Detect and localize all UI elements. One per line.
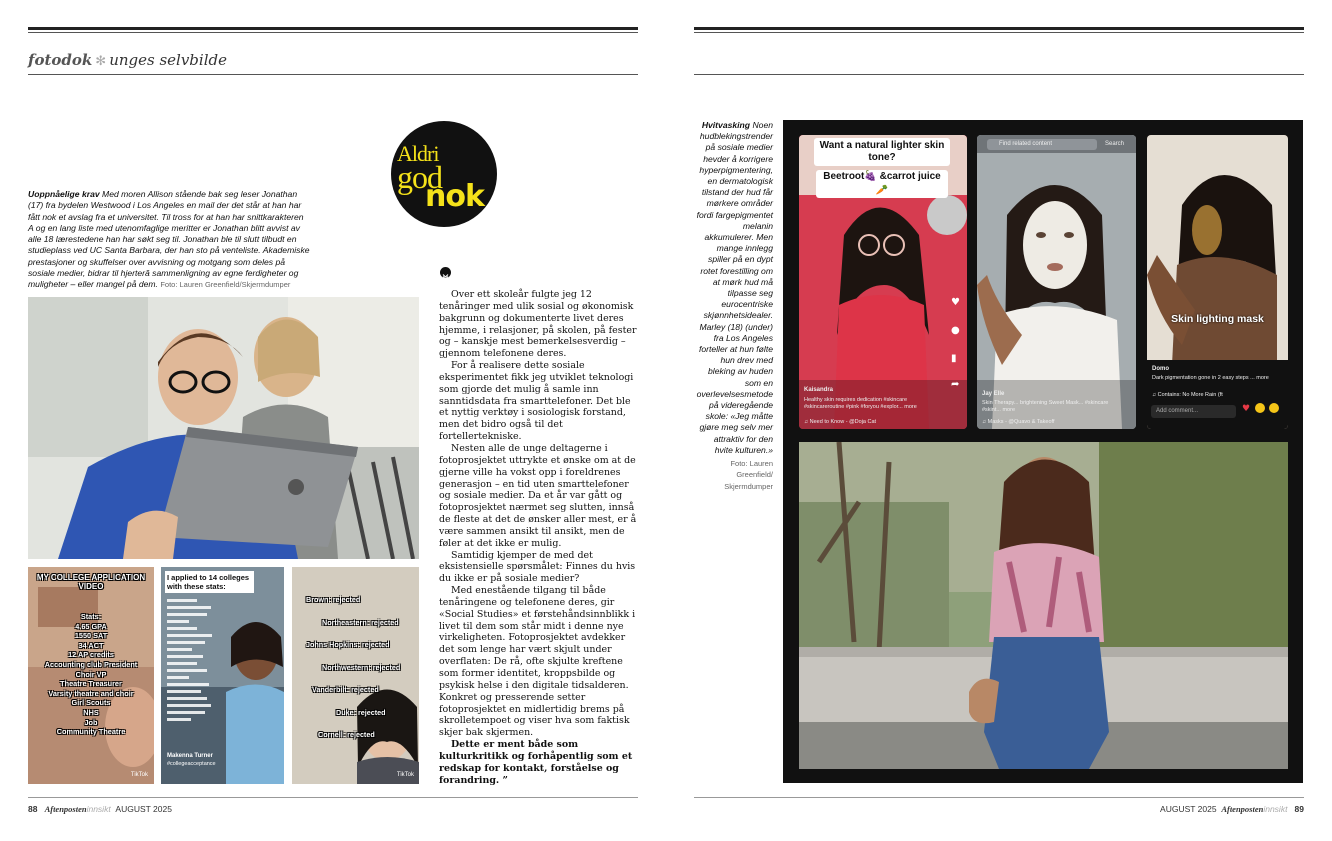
heart-icon: ♥ bbox=[951, 297, 960, 308]
chevron-down-icon-glyph bbox=[440, 271, 451, 282]
skin-phone1-sound: ♫ Need to Know - @Doja Cat bbox=[804, 419, 877, 425]
skin-phone2-search-placeholder: Find related content bbox=[999, 141, 1053, 147]
skin-phone-3 bbox=[1147, 135, 1288, 429]
page-number-right: 89 bbox=[1294, 804, 1304, 814]
phone1-stats-list bbox=[38, 612, 144, 737]
share-icon: ➦ bbox=[951, 379, 960, 390]
phone-screenshot-3 bbox=[292, 567, 419, 784]
skin-phone2-user: Jay Elle bbox=[982, 391, 1005, 397]
skin-phone-1 bbox=[799, 135, 967, 429]
phone-screenshot-1 bbox=[28, 567, 154, 784]
right-caption-credit: Foto: Lauren Greenfield/ Skjermdumper bbox=[724, 459, 773, 491]
rejection-line: Cornell: rejected bbox=[318, 730, 375, 739]
phone2-tag: #collegeacceptance bbox=[167, 761, 216, 767]
right-caption-lead: Hvitvasking bbox=[701, 120, 751, 130]
phone1-stat: Choir VP bbox=[75, 669, 107, 679]
skin-phone2-search-button[interactable]: Search bbox=[1105, 141, 1125, 147]
phone2-title: I applied to 14 colleges with these stats: bbox=[165, 571, 254, 593]
phone3-tiktok-watermark: TikTok bbox=[396, 772, 414, 778]
section-star-icon: ✻ bbox=[95, 54, 107, 69]
phone1-stat: 4.65 GPA bbox=[75, 621, 107, 631]
skin-phone2-desc: Skin Therapy... brightening Sweet Mask... #skincare #skint... more bbox=[982, 400, 1109, 413]
skin-phone-2 bbox=[977, 135, 1136, 429]
article-body bbox=[439, 289, 638, 786]
skin-phone3-user: Domo bbox=[1152, 366, 1169, 372]
phone1-stat: Community Theatre bbox=[56, 727, 126, 737]
section-rule-left bbox=[28, 74, 638, 75]
chevron-down-icon bbox=[440, 267, 451, 278]
top-rule-thick-left bbox=[28, 27, 638, 30]
skin-phone1-bubble1: Want a natural lighter skin tone? bbox=[814, 138, 950, 166]
main-photo-image bbox=[28, 297, 419, 559]
article-paragraph: Over ett skoleår fulgte jeg 12 tenåringer med ulik sosial og økonomisk bakgrunn og dokumenterte livet deres hjemme, i relasjoner, på skolen, på fester og – kanskje mest bemerkelsesverdig – gjennom telefonene deres. bbox=[439, 289, 637, 360]
rejection-line: Duke: rejected bbox=[336, 707, 386, 717]
magazine-name: Aftenposten bbox=[44, 804, 87, 814]
issue-date-left: AUGUST 2025 bbox=[115, 804, 172, 814]
skin-phone2-search-input[interactable] bbox=[987, 139, 1097, 150]
footer-right bbox=[1160, 804, 1304, 814]
left-photo-caption bbox=[28, 189, 310, 291]
magazine-sub: innsikt bbox=[86, 804, 111, 814]
skin-phone2-background bbox=[977, 135, 1136, 429]
bookmark-icon: ▮ bbox=[951, 353, 957, 364]
headline-badge bbox=[391, 121, 497, 227]
right-photo-caption bbox=[694, 120, 773, 492]
phone2-user: Makenna Turner bbox=[167, 753, 213, 759]
phone1-stat: 12 AP credits bbox=[68, 650, 114, 660]
portrait-photo bbox=[799, 442, 1288, 769]
phone1-stat: 1550 SAT bbox=[74, 631, 108, 641]
rejection-line: Northeastern: rejected bbox=[322, 617, 399, 627]
smile-emoji-icon[interactable] bbox=[1255, 403, 1265, 413]
caption-credit: Foto: Lauren Greenfield/Skjermdumper bbox=[160, 280, 291, 290]
magazine-sub-right: innsikt bbox=[1263, 804, 1288, 814]
phone1-stat: Stats: bbox=[80, 612, 102, 621]
article-paragraph: Samtidig kjemper de med det eksistensielle spørsmålet: Finnes du hvis du ikke er på sosiale medier? bbox=[439, 549, 636, 585]
footer-left bbox=[28, 804, 172, 814]
article-closing-paragraph: Dette er ment både som kulturkritikk og forhåpentlig som et redskap for kontakt, forståelse og forandring. ” bbox=[439, 739, 633, 786]
headline-line1: Aldri bbox=[397, 141, 439, 166]
top-rule-thick-right bbox=[694, 27, 1304, 30]
skin-phone2-sound: ♫ Masks - @Quavo & Takeoff bbox=[982, 419, 1055, 425]
article-paragraph: Med enestående tilgang til både tenåringene og telefonene deres, gir «Social Studies» et førstehåndsinnblikk i livet til dem som står midt i denne nye virkeligheten. Fotoprosjektet avdekker det som lenge har vært skjult under overflaten: De rå, ofte skjulte kreftene som former identitet, kroppsbilde og psykisk helse i den digitale tidsalderen. Konkret og presserende setter fotoprosjektet en midlertidig brems på skrolletempoet og viser hva som faktisk skjer bak skjermen. bbox=[439, 585, 636, 739]
issue-date-right: AUGUST 2025 bbox=[1160, 804, 1217, 814]
section-title-rest: unges selvbilde bbox=[109, 51, 227, 69]
skin-phone1-desc: Healthy skin requires dedication #skincare #skincareroutine #pink #foryou #explor... more bbox=[804, 397, 917, 410]
phone1-title: MY COLLEGE APPLICATION VIDEO bbox=[36, 573, 146, 591]
phone1-stat: Girl Scouts bbox=[71, 698, 111, 708]
footer-rule-right bbox=[694, 797, 1304, 798]
phone1-stat: Varsity theatre and choir bbox=[48, 688, 134, 698]
phone1-tiktok-watermark: TikTok bbox=[130, 772, 148, 778]
footer-rule-left bbox=[28, 797, 638, 798]
skin-phone3-background bbox=[1147, 135, 1288, 429]
magazine-name-right: Aftenposten bbox=[1221, 804, 1264, 814]
main-photo bbox=[28, 297, 419, 559]
rejection-line: Vanderbilt: rejected bbox=[312, 685, 379, 694]
heart-emoji-icon[interactable]: ♥ bbox=[1242, 404, 1251, 414]
phone1-stat: Accounting club President bbox=[44, 659, 138, 669]
phone1-stat: NHS bbox=[83, 707, 99, 717]
skin-phone3-sound: ♫ Contains: No More Rain (ft bbox=[1152, 392, 1223, 398]
phone2-stat-lines bbox=[167, 599, 217, 729]
rejection-line: Brown: rejected bbox=[306, 595, 361, 604]
caption-text: Med moren Allison stående bak seg leser Jonathan (17) fra bydelen Westwood i Los Angeles en mail der det står at han har fått nok et avslag fra et universitet. Til tross for at han har snittkarakteren A og en lang liste med utenomfaglige meritter er Jonathan blitt avvist av alle 18 lærestedene han har søkt seg til. Jonathan ble til slutt tilbudt en studieplass ved UC Santa Barbara, der han sto på venteliste. Akademiske prestasjoner og skuffelser over avvisning og motgang som deles på sosiale medier, bidrar til hjerteră sammenligning av egne ferdigheter og muligheter – eller mangel på dem. bbox=[28, 189, 310, 290]
skin-phone3-desc: Dark pigmentation gone in 2 easy steps ... more bbox=[1152, 375, 1269, 381]
phone1-stats bbox=[38, 612, 144, 737]
rejection-line: Northwestern: rejected bbox=[322, 662, 401, 672]
skin-phone3-comment-placeholder: Add comment... bbox=[1156, 408, 1199, 414]
skin-phone3-overlay: Skin lighting mask bbox=[1171, 313, 1264, 325]
laugh-emoji-icon[interactable] bbox=[1269, 403, 1279, 413]
section-title-bold: fotodok bbox=[28, 51, 93, 69]
skin-phone1-user: Kaisandra bbox=[804, 387, 834, 393]
article-paragraph: For å realisere dette sosiale eksperimentet fikk jeg utviklet teknologi som gjorde det mulig å samle inn sanntidsdata fra smarttelefoner. Det ble et nyttig verktøy i sosiologisk forstand, men det bidro også til det fortellertekniske. bbox=[439, 360, 634, 443]
skin-phone3-comment-input[interactable] bbox=[1151, 405, 1236, 418]
headline-line3: nok bbox=[425, 179, 484, 214]
phone-screenshot-2 bbox=[161, 567, 284, 784]
page-number-left: 88 bbox=[28, 804, 38, 814]
portrait-photo-image bbox=[799, 442, 1288, 769]
phone1-stat: Theatre Treasurer bbox=[60, 679, 122, 689]
phone1-stat: Job bbox=[84, 717, 98, 727]
headline-line2: god bbox=[397, 159, 442, 195]
skin-phone1-bubble2: Beetroot🍇 &carrot juice 🥕 bbox=[816, 170, 948, 198]
article-paragraph: Nesten alle de unge deltagerne i fotoprosjektet uttrykte et ønske om at de gjerne ville ha vokst opp i foreldrenes generasjon – en tid uten smarttelefoner og sosiale medier. Da et år var gått og fotoprosjektet nærmet seg slutten, innså de fleste at det de ønsker aller mest, er å være sammen ansikt til ansikt, men de føler at det ikke er mulig. bbox=[439, 442, 637, 549]
comment-icon: ● bbox=[951, 325, 960, 336]
caption-lead: Uoppnåelige krav bbox=[28, 189, 100, 199]
rejection-line: Johns Hopkins: rejected bbox=[306, 640, 390, 649]
top-rule-thin-left bbox=[28, 32, 638, 33]
section-title bbox=[28, 51, 227, 69]
section-rule-right bbox=[694, 74, 1304, 75]
top-rule-thin-right bbox=[694, 32, 1304, 33]
phone3-rejections bbox=[292, 589, 419, 747]
phone2-stat-list bbox=[167, 599, 217, 729]
phone1-stat: 34 ACT bbox=[78, 640, 104, 650]
right-caption-text: Noen hudblekingstrender på sosiale medier hevder å korrigere hyperpigmentering, en dermatologisk tilstand der hud får mørkere områder fordi fargepigmentet melanin akkumulerer. Men mange innlegg spiller på en dypt rotet forestilling om at mørk hud må tilpasse seg eurocentriske skjønnhetsidealer. Marley (18) (under) fra Los Angeles forteller at hun følte hun drev med bleking av huden som en overlevelsesmetode på videregående skole: «Jeg måtte gjøre meg selv mer attraktiv for den hvite kulturen.» bbox=[696, 120, 773, 455]
